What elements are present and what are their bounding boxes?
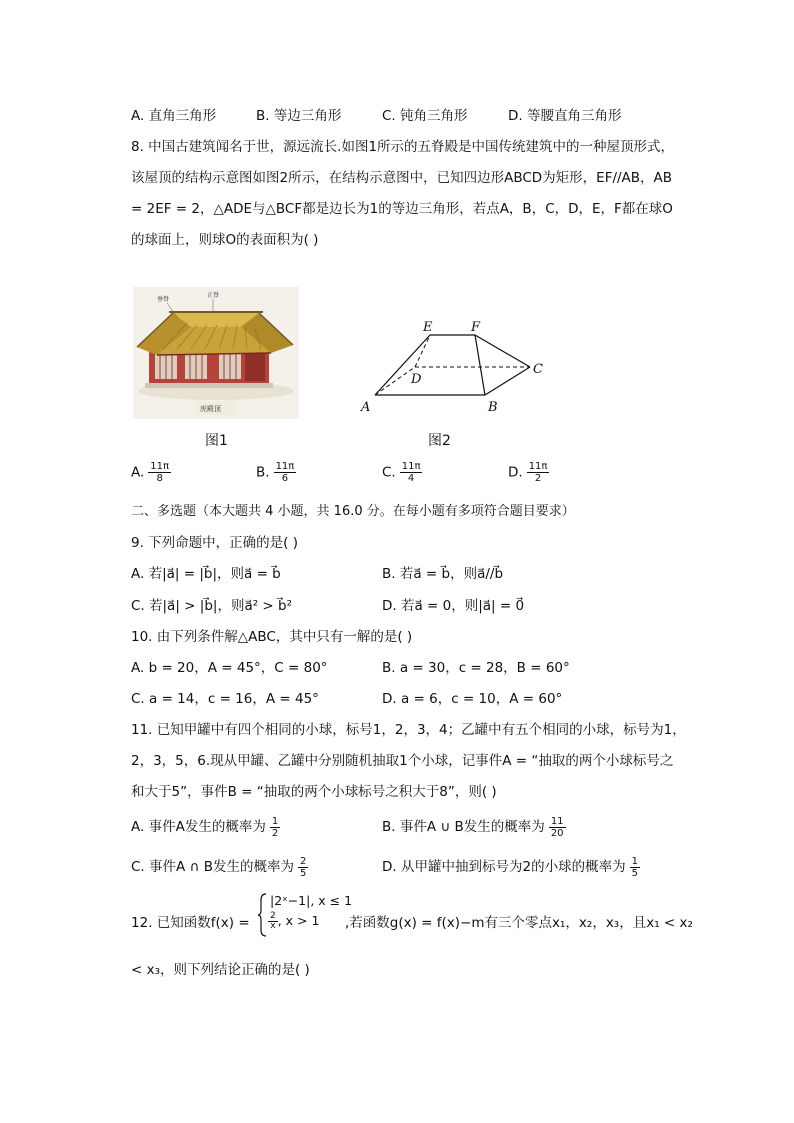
- q11-option-a: A. 事件A发生的概率为 $\frac{1}{2}$: [131, 815, 279, 839]
- q7-option-a: A. 直角三角形: [131, 108, 217, 124]
- fig2-label-c: C: [533, 362, 543, 377]
- q8-line-3: = 2EF = 2，△ADE与△BCF都是边长为1的等边三角形，若点A，B，C，D，E，F都在球O: [131, 201, 673, 217]
- q8-line-4: 的球面上，则球O的表面积为( ): [131, 232, 319, 248]
- q9-option-a: A. 若|a⃗| = |b⃗|，则a⃗ = b⃗: [131, 566, 281, 582]
- q12-line-2: < x₃，则下列结论正确的是( ): [131, 962, 310, 978]
- fig1-label-bottom: 庑殿顶: [200, 405, 221, 413]
- q7-option-c: C. 钝角三角形: [382, 108, 468, 124]
- section-2-heading: 二、多选题（本大题共 4 小题，共 16.0 分。在每小题有多项符合题目要求）: [131, 504, 575, 519]
- figure-2-caption: 图2: [428, 433, 451, 449]
- q11-line-2: 2，3，5，6.现从甲罐、乙罐中分别随机抽取1个小球，记事件A = “抽取的两个小球标号之: [131, 753, 674, 769]
- fig1-label-left: 垂脊: [157, 296, 170, 303]
- q12-prefix: 12. 已知函数f(x) =: [131, 915, 250, 931]
- fig2-label-b: B: [488, 400, 498, 415]
- q7-option-d: D. 等腰直角三角形: [508, 108, 622, 124]
- q10-option-d: D. a = 6，c = 10，A = 60°: [382, 691, 563, 707]
- q10-option-c: C. a = 14，c = 16，A = 45°: [131, 691, 319, 707]
- q7-option-b: B. 等边三角形: [256, 108, 342, 124]
- q12-case-1: |2ˣ−1|, x ≤ 1: [270, 893, 353, 908]
- figure-1-palace-illustration: [133, 287, 299, 419]
- fig2-label-a: A: [361, 400, 371, 415]
- q8-line-1: 8. 中国古建筑闻名于世，源远流长.如图1所示的五脊殿是中国传统建筑中的一种屋顶形式，: [131, 139, 675, 155]
- q9-stem: 9. 下列命题中，正确的是( ): [131, 535, 298, 551]
- q12-suffix: ,若函数g(x) = f(x)−m有三个零点x₁，x₂，x₃，且x₁ < x₂: [345, 915, 693, 931]
- q11-line-3: 和大于5”，事件B = “抽取的两个小球标号之积大于8”，则( ): [131, 784, 497, 800]
- fig1-label-right: 正脊: [207, 292, 220, 299]
- q12-case-2: $\frac{2}{x}$ , x > 1: [270, 911, 320, 931]
- figure-2-diagram: [355, 315, 555, 420]
- q10-option-a: A. b = 20，A = 45°，C = 80°: [131, 660, 328, 676]
- q11-option-b: B. 事件A ∪ B发生的概率为 $\frac{11}{20}$: [382, 815, 564, 839]
- fig2-label-e: E: [423, 320, 433, 335]
- q9-option-d: D. 若a⃗ = 0，则|a⃗| = 0⃗: [382, 598, 525, 614]
- q10-option-b: B. a = 30，c = 28，B = 60°: [382, 660, 570, 676]
- q11-option-c: C. 事件A ∩ B发生的概率为 $\frac{2}{5}$: [131, 855, 307, 879]
- q11-line-1: 11. 已知甲罐中有四个相同的小球，标号1，2，3，4；乙罐中有五个相同的小球，标号为1，: [131, 722, 686, 738]
- q8-option-d: D. $\frac{11\pi}{2}$: [508, 461, 548, 484]
- fig2-label-d: D: [411, 372, 422, 387]
- q8-option-b: B. $\frac{11\pi}{6}$: [256, 461, 295, 484]
- q8-line-2: 该屋顶的结构示意图如图2所示，在结构示意图中，已知四边形ABCD为矩形，EF//AB，AB: [131, 170, 673, 186]
- q8-option-a: A. $\frac{11\pi}{8}$: [131, 461, 170, 484]
- q9-option-c: C. 若|a⃗| > |b⃗|，则a⃗² > b⃗²: [131, 598, 292, 614]
- q11-option-d: D. 从甲罐中抽到标号为2的小球的概率为 $\frac{1}{5}$: [382, 855, 638, 879]
- q8-option-c: C. $\frac{11\pi}{4}$: [382, 461, 421, 484]
- q9-option-b: B. 若a⃗ = b⃗，则a⃗//b⃗: [382, 566, 504, 582]
- figure-1-caption: 图1: [205, 433, 228, 449]
- fig2-label-f: F: [471, 320, 481, 335]
- q12-brace-icon: [258, 892, 268, 938]
- q10-stem: 10. 由下列条件解△ABC，其中只有一解的是( ): [131, 629, 413, 645]
